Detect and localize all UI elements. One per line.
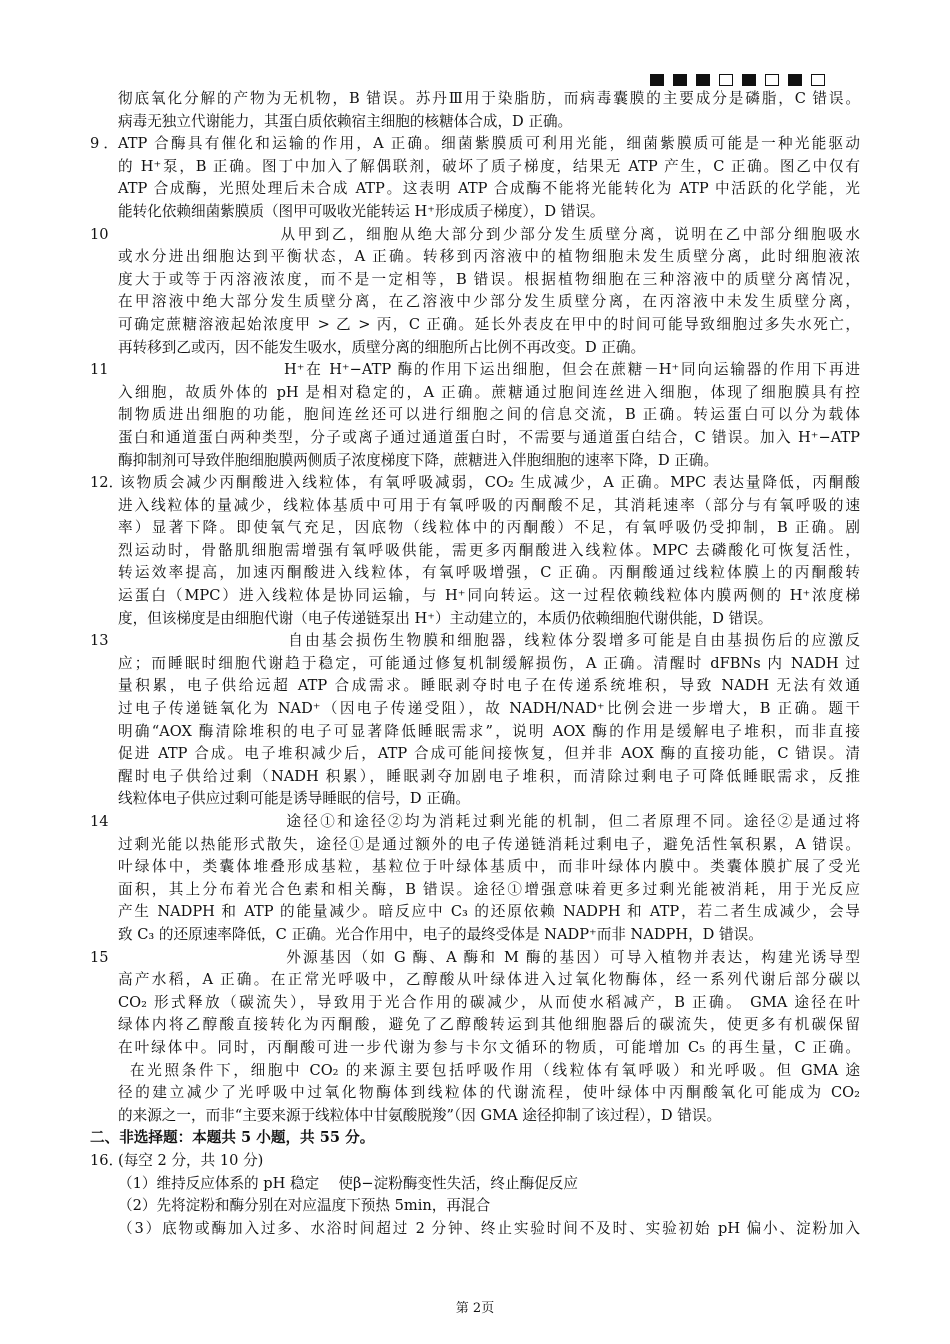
header-mark-empty	[719, 74, 733, 86]
line-text: ATP 合成酶，光照处理后未合成 ATP。这表明 ATP 合成酶不能将光能转化为 ATP 中活跃的化学能，光	[118, 180, 860, 198]
header-mark-filled	[696, 74, 710, 86]
text-line	[90, 540, 860, 563]
line-text: (每空 2 分，共 10 分)	[118, 1151, 264, 1169]
line-text: 制物质进出细胞的功能，胞间连丝还可以进行细胞之间的信息交流，B 正确。转运蛋白可以分为载体	[118, 406, 860, 424]
line-text: 自由基会损伤生物膜和细胞器，线粒体分裂增多可能是自由基损伤后的应激反	[286, 632, 860, 650]
question-number: 12．	[90, 474, 124, 492]
line-text: ATP 合酶具有催化和运输的作用，A 正确。细菌紫膜质可利用光能，细菌紫膜质可能是一种光能驱动	[118, 135, 860, 153]
line-text: 或水分进出细胞达到平衡状态，A 正确。转移到丙溶液中的植物细胞未发生质壁分离，此时细胞液浓	[118, 248, 860, 266]
question-line	[90, 630, 860, 653]
line-text: 烈运动时，骨骼肌细胞需增强有氧呼吸供能，需更多丙酮酸进入线粒体。MPC 去磷酸化可恢复活性，	[118, 541, 860, 559]
text-line	[90, 879, 860, 902]
text-line	[90, 834, 860, 857]
text-line	[90, 924, 860, 947]
line-text: 量积累，电子供给远超 ATP 合成需求。睡眠剥夺时电子在传递系统堆积，导致 NADH 无法有效通	[118, 677, 860, 695]
text-line	[90, 111, 860, 134]
question-line	[90, 947, 860, 970]
line-text: 产生 NADPH 和 ATP 的能量减少。暗反应中 C₃ 的还原依赖 NADPH 和 ATP，若二者生成减少，会导	[118, 903, 860, 921]
text-line	[90, 788, 860, 811]
line-text: 途径①和途径②均为消耗过剩光能的机制，但二者原理不同。途径②是通过将	[284, 813, 860, 830]
question-number: 10	[90, 225, 109, 243]
page-number: 第 2页	[455, 1301, 495, 1316]
question-line	[90, 811, 860, 834]
line-text: 运蛋白（MPC）进入线粒体是协同运输，与 H⁺同向转运。这一过程依赖线粒体内膜两侧的 H⁺浓度梯	[118, 587, 860, 605]
line-text: 过剩光能以热能形式散失，途径①是通过额外的电子传递链消耗过剩电子，避免活性氧积累，A 错误。	[118, 835, 860, 853]
text-line	[90, 653, 860, 676]
line-text: 绿体内将乙醇酸直接转化为丙酮酸，避免了乙醇酸转运到其他细胞器后的碳流失，使更多有机碳保留	[118, 1016, 860, 1034]
line-text: CO₂ 形式释放（碳流失），导致用于光合作用的碳减少，从而使水稻减产，B 正确。 GMA 途径在叶	[118, 993, 860, 1011]
line-text: 在叶绿体中。同时，丙酮酸可进一步代谢为参与卡尔文循环的物质，可能增加 C₅ 的再生量，C 正确。	[118, 1038, 860, 1056]
question-number: 11	[90, 361, 109, 379]
text-line	[90, 495, 860, 518]
line-text: 促进 ATP 合成。电子堆积减少后，ATP 合成可能间接恢复，但并非 AOX 酶的直接功能，C 错误。清	[118, 745, 860, 763]
line-text: 线粒体电子供应过剩可能是诱导睡眠的信号，D 正确。	[118, 790, 470, 808]
line-text: 可确定蔗糖溶液起始浓度甲 > 乙 > 丙，C 正确。延长外表皮在甲中的时间可能导致细胞过多失水死亡，	[118, 315, 860, 333]
line-text: 病毒无独立代谢能力，其蛋白质依赖宿主细胞的核糖体合成，D 正确。	[118, 112, 573, 130]
text-line	[90, 1195, 860, 1218]
text-line	[90, 1173, 860, 1196]
text-line	[90, 450, 860, 473]
line-text: 高产水稻，A 正确。在正常光呼吸中，乙醇酸从叶绿体进入过氧化物酶体，经一系列代谢后部分碳以	[118, 971, 860, 989]
text-line	[90, 427, 860, 450]
line-text: 彻底氧化分解的产物为无机物，B 错误。苏丹Ⅲ用于染脂肪，而病毒囊膜的主要成分是磷脂，C 错误。	[118, 90, 860, 107]
text-line	[90, 88, 860, 111]
line-text: 转运效率提高，加速丙酮酸进入线粒体，有氧呼吸增强，C 正确。丙酮酸通过线粒体膜上的丙酮酸转	[118, 564, 860, 582]
line-text: 过电子传递链氧化为 NAD⁺（因电子传递受阻），故 NADH/NAD⁺比例会进一步增大，B 正确。题干	[118, 700, 860, 718]
text-line	[90, 269, 860, 292]
question-number: 14	[90, 813, 109, 830]
line-text: 酶抑制剂可导致伴胞细胞膜两侧质子浓度梯度下降，蔗糖进入伴胞细胞的速率下降，D 正确。	[118, 451, 719, 469]
header-mark-filled	[742, 74, 756, 86]
line-text: 蛋白和通道蛋白两种类型，分子或离子通过通道蛋白时，不需要与通道蛋白结合，C 错误。加入 H⁺−ATP	[118, 428, 860, 446]
text-line	[90, 992, 860, 1015]
question-number: 13	[90, 632, 109, 650]
line-text: 再转移到乙或丙，因不能发生吸水，质壁分离的细胞所占比例不再改变。D 正确。	[118, 338, 646, 356]
text-line	[90, 1014, 860, 1037]
text-line	[90, 1218, 860, 1241]
line-text: 的来源之一，而非“主要来源于线粒体中甘氨酸脱羧”（因 GMA 途径抑制了该过程），D 错误。	[118, 1106, 722, 1124]
question-line	[90, 224, 860, 247]
line-text: 明确“AOX 酶清除堆积的电子可显著降低睡眠需求”，说明 AOX 酶的作用是缓解电子堆积，而非直接	[118, 722, 860, 740]
text-line	[90, 337, 860, 360]
text-line	[90, 969, 860, 992]
text-line	[90, 901, 860, 924]
line-text: 率）显著下降。即使氧气充足，因底物（线粒体中的丙酮酸）不足，有氧呼吸仍受抑制，B 正确。剧	[118, 519, 860, 537]
line-text: 应；而睡眠时细胞代谢趋于稳定，可能通过修复机制缓解损伤，A 正确。清醒时 dFBNs 内 NADH 过	[118, 654, 860, 672]
line-text: （3）底物或酶加入过多、水浴时间超过 2 分钟、终止实验时间不及时、实验初始 pH 偏小、淀粉加入	[118, 1219, 860, 1237]
text-line	[90, 517, 860, 540]
text-line	[90, 156, 860, 179]
text-line	[90, 721, 860, 744]
text-line	[90, 291, 860, 314]
line-text: 二、非选择题：本题共 5 小题，共 55 分。	[90, 1129, 375, 1147]
line-text: 致 C₃ 的还原速率降低，C 正确。光合作用中，电子的最终受体是 NADP⁺而非 NADPH，D 错误。	[118, 925, 763, 943]
text-line	[90, 1060, 860, 1083]
question-line	[90, 133, 860, 156]
line-text: H⁺在 H⁺−ATP 酶的作用下运出细胞，但会在蔗糖－H⁺同向运输器的作用下再进	[284, 361, 860, 379]
text-line	[90, 675, 860, 698]
text-line	[90, 178, 860, 201]
text-line	[90, 1105, 860, 1128]
line-text: 外源基因（如 G 酶、A 酶和 M 酶的基因）可导入植物并表达，构建光诱导型	[284, 948, 860, 966]
line-text: 醒时电子供给过剩（NADH 积累），睡眠剥夺加剧电子堆积，而清除过剩电子可降低睡眠需求，反推	[118, 767, 860, 785]
line-text: 入细胞，故质外体的 pH 是相对稳定的，A 正确。蔗糖通过胞间连丝进入细胞，体现了细胞膜具有控	[118, 383, 860, 401]
header-mark-empty	[765, 74, 779, 86]
text-line	[90, 246, 860, 269]
text-line	[90, 201, 860, 224]
line-text: 度大于或等于丙溶液浓度，而不是一定相等，B 错误。根据植物细胞在三种溶液中的质壁分离情况，	[118, 270, 860, 288]
line-text: 从甲到乙，细胞从绝大部分到少部分发生质壁分离，说明在乙中部分细胞吸水	[278, 225, 860, 243]
header-mark-filled	[673, 74, 687, 86]
text-line	[90, 1037, 860, 1060]
question-line	[90, 472, 860, 495]
text-line	[90, 382, 860, 405]
question-number: 16．	[90, 1151, 124, 1169]
line-text: 进入线粒体的量减少，线粒体基质中可用于有氧呼吸的丙酮酸不足，其消耗速率（部分与有氧呼吸的速	[118, 496, 860, 514]
header-marks	[650, 74, 825, 86]
text-line	[90, 585, 860, 608]
text-line	[90, 1082, 860, 1105]
section-heading	[90, 1127, 860, 1150]
line-text: 的 H⁺泵，B 正确。图丁中加入了解偶联剂，破坏了质子梯度，结果无 ATP 产生，C 正确。图乙中仅有	[118, 157, 860, 175]
text-line	[90, 314, 860, 337]
question-number: 15	[90, 948, 109, 966]
text-line	[90, 698, 860, 721]
text-line	[90, 404, 860, 427]
line-text: 叶绿体中，类囊体堆叠形成基粒，基粒位于叶绿体基质中，而非叶绿体内膜中。类囊体膜扩展了受光	[118, 858, 860, 876]
header-mark-empty	[811, 74, 825, 86]
line-text: 度，但该梯度是由细胞代谢（电子传递链泵出 H⁺）主动建立的，本质仍依赖细胞代谢供能，D 错误。	[118, 609, 773, 627]
text-line	[90, 608, 860, 631]
line-text: 在甲溶液中绝大部分发生质壁分离，在乙溶液中少部分发生质壁分离，在丙溶液中未发生质壁分离，	[118, 293, 860, 311]
header-mark-filled	[650, 74, 664, 86]
text-line	[90, 766, 860, 789]
question-line	[90, 1150, 860, 1173]
line-text: （2）先将淀粉和酶分别在对应温度下预热 5min，再混合	[118, 1197, 491, 1215]
question-line	[90, 359, 860, 382]
line-text: 该物质会减少丙酮酸进入线粒体，有氧呼吸减弱，CO₂ 生成减少，A 正确。MPC 表达量降低，丙酮酸	[118, 474, 860, 492]
line-text: 在光照条件下，细胞中 CO₂ 的来源主要包括呼吸作用（线粒体有氧呼吸）和光呼吸。但 GMA 途	[130, 1061, 860, 1079]
text-line	[90, 743, 860, 766]
line-text: 能转化依赖细菌紫膜质（图甲可吸收光能转运 H⁺形成质子梯度），D 错误。	[118, 202, 605, 220]
header-mark-filled	[788, 74, 802, 86]
text-line	[90, 562, 860, 585]
answer-content	[90, 88, 860, 1240]
line-text: （1）维持反应体系的 pH 稳定 使β−淀粉酶变性失活，终止酶促反应	[118, 1174, 578, 1192]
text-line	[90, 856, 860, 879]
question-number: 9．	[90, 135, 118, 153]
line-text: 面积，其上分布着光合色素和相关酶，B 错误。途径①增强意味着更多过剩光能被消耗，用于光反应	[118, 880, 860, 898]
line-text: 径的建立减少了光呼吸中过氧化物酶体到线粒体的代谢流程，使叶绿体中丙酮酸氧化可能成为 CO₂	[118, 1084, 860, 1102]
